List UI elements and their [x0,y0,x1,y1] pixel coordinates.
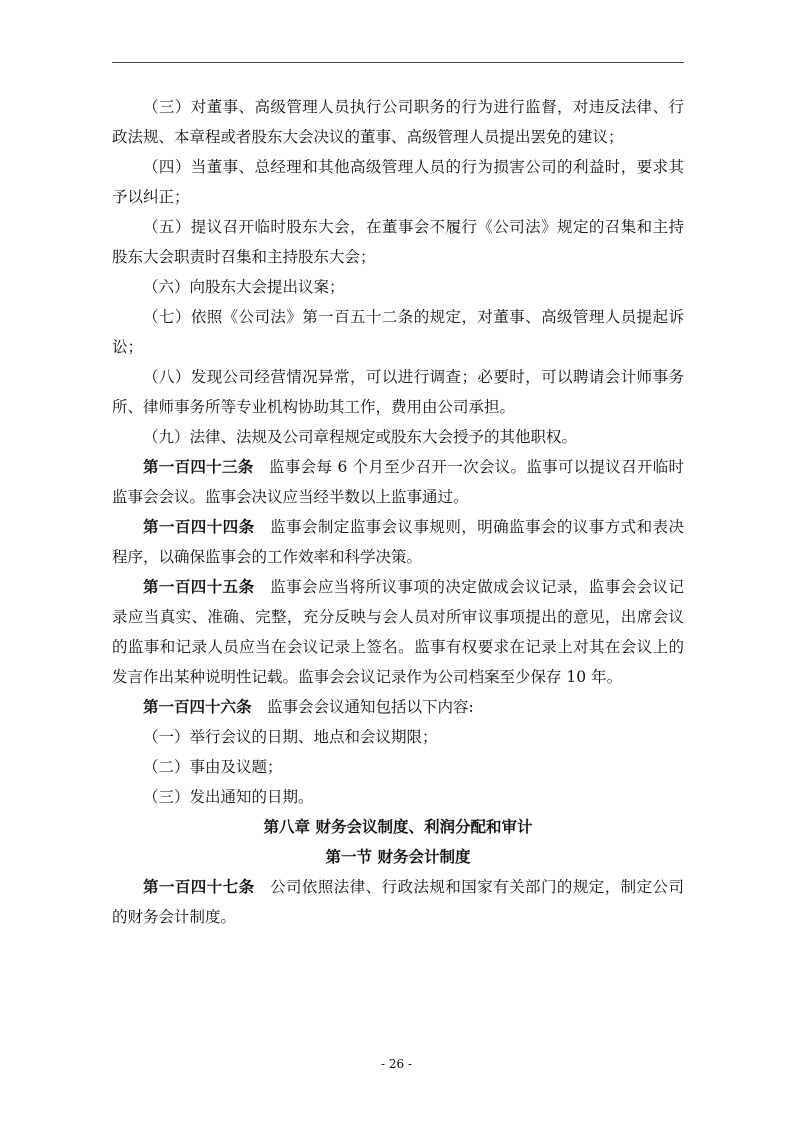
list-item: （二）事由及议题； [143,758,283,776]
list-item: （九）法律、法规及公司章程规定或股东大会授予的其他职权。 [143,428,578,446]
article-body: 监事会会议通知包括以下内容: [267,698,474,716]
list-item: （四）当董事、总经理和其他高级管理人员的行为损害公司的利益时，要求其予以纠正； [112,158,684,206]
article-143 [112,452,684,512]
article-body: 监事会制定监事会议事规则，明确监事会的议事方式和表决程序，以确保监事会的工作效率和科学决策。 [112,518,684,566]
document-body [112,92,684,932]
section-heading: 第一节 财务会计制度 [325,847,471,866]
article-title: 第一百四十三条 [143,457,254,476]
article-147 [112,872,684,932]
article-body: 监事会每 6 个月至少召开一次会议。监事可以提议召开临时监事会会议。监事会决议应当经半数以上监事通过。 [112,458,684,506]
header-rule [112,62,684,63]
article-title: 第一百四十六条 [143,697,252,716]
list-item: （五）提议召开临时股东大会，在董事会不履行《公司法》规定的召集和主持股东大会职责时召集和主持股东大会； [112,218,684,266]
list-item: （一）举行会议的日期、地点和会议期限； [143,728,438,746]
article-title: 第一百四十五条 [143,577,255,596]
article-body: 公司依照法律、行政法规和国家有关部门的规定，制定公司的财务会计制度。 [112,878,684,926]
chapter-heading: 第八章 财务会议制度、利润分配和审计 [263,817,533,836]
article-146 [112,692,684,722]
list-item: （三）对董事、高级管理人员执行公司职务的行为进行监督，对违反法律、行政法规、本章程或者股东大会决议的董事、高级管理人员提出罢免的建议； [112,98,684,146]
article-body: 监事会应当将所议事项的决定做成会议记录，监事会会议记录应当真实、准确、完整，充分反映与会人员对所审议事项提出的意见，出席会议的监事和记录人员应当在会议记录上签名。监事有权要求在记录上对其在会议上的发言作出某种说明性记载。监事会会议记录作为公司档案至少保存 10 年。 [112,578,684,686]
article-title: 第一百四十四条 [143,517,255,536]
page-number: - 26 - [380,1057,412,1071]
article-title: 第一百四十七条 [143,877,255,896]
list-item: （六）向股东大会提出议案； [143,278,345,296]
list-item: （八）发现公司经营情况异常，可以进行调查；必要时，可以聘请会计师事务所、律师事务所等专业机构协助其工作，费用由公司承担。 [112,368,684,416]
list-item: （七）依照《公司法》第一百五十二条的规定，对董事、高级管理人员提起诉讼； [112,308,684,356]
article-144 [112,512,684,572]
article-145 [112,572,684,692]
list-item: （三）发出通知的日期。 [143,788,314,806]
